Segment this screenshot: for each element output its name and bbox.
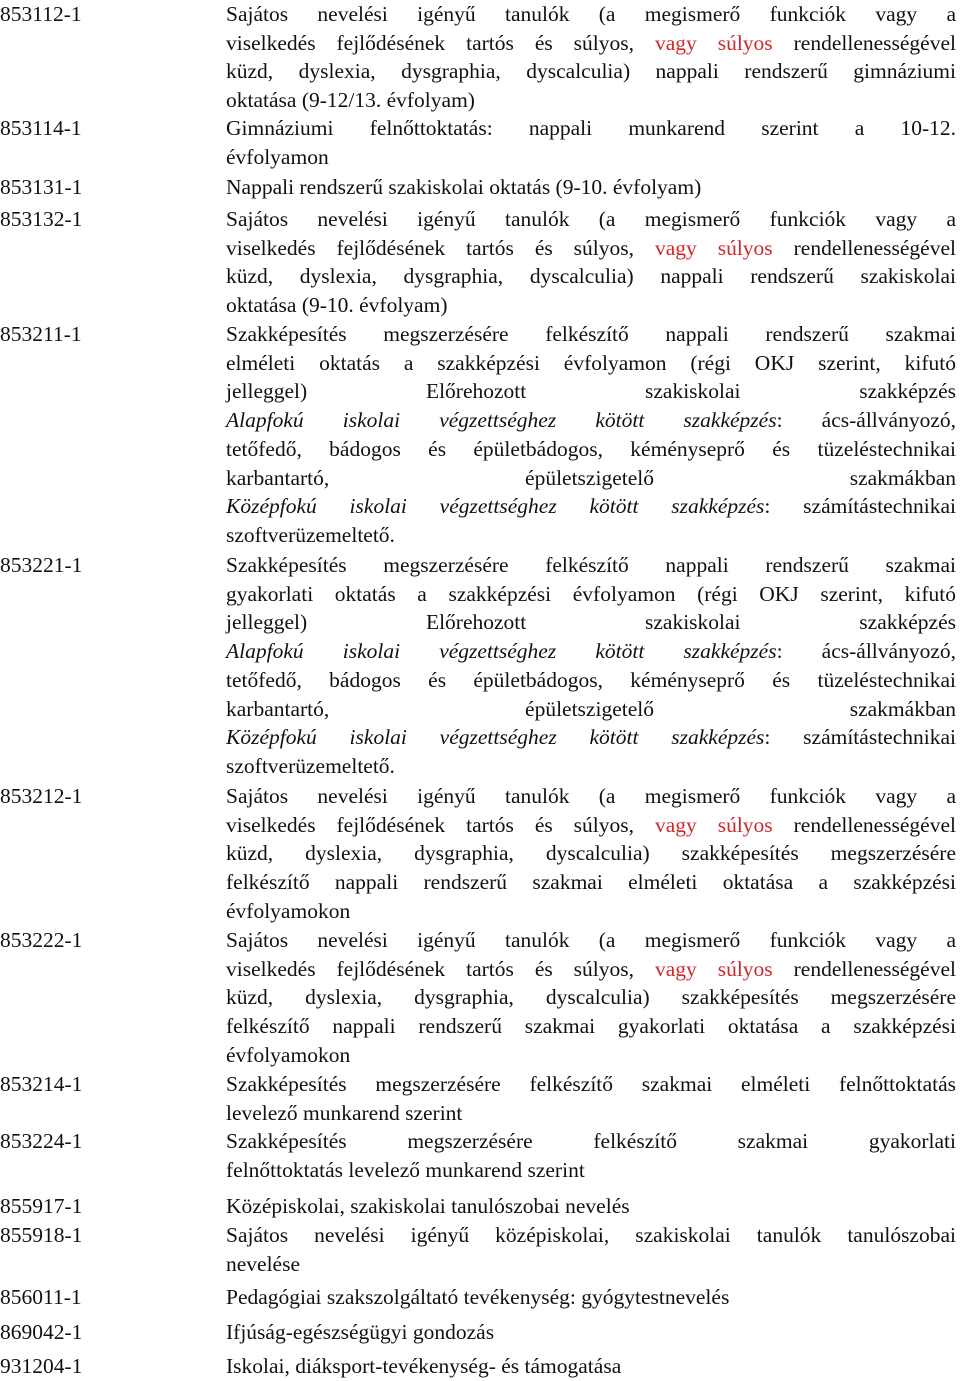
description-line [226,811,956,840]
text-segment: szoftverüzemeltető. [226,522,395,547]
description-line [226,143,956,172]
activity-description [226,205,956,320]
activity-code: 931204-1 [0,1354,83,1378]
text-segment: küzd, dyslexia, dysgraphia, dyscalculia) szakképesítés megszerzésére [226,985,956,1010]
description-line [226,752,956,781]
activity-code: 853212-1 [0,784,83,808]
description-line [226,435,956,464]
text-segment: rendellenességével [772,30,956,55]
description-line [226,234,956,263]
italic-phrase: Alapfokú iskolai végzettséghez kötött szakképzés [226,639,777,664]
activity-code: 853131-1 [0,175,83,199]
description-line [226,1070,956,1099]
highlighted-phrase: vagy súlyos [654,235,773,260]
text-segment: viselkedés fejlődésének tartós és súlyos, [226,812,655,837]
description-line [226,695,956,724]
activity-description [226,782,956,926]
activity-description [226,1221,956,1278]
description-line [226,666,956,695]
activity-description [226,1192,956,1221]
activity-description [226,1127,956,1184]
text-segment: tetőfedő, bádogos és épületbádogos, kéményseprő és tüzeléstechnikai [226,667,956,692]
text-segment: felnőttoktatás levelező munkarend szerint [226,1157,585,1182]
activity-description [226,114,956,171]
description-line [226,1283,956,1312]
text-segment: felkészítő nappali rendszerű szakmai gyakorlati oktatása a szakképzési [226,1014,956,1039]
text-segment: levelező munkarend szerint [226,1100,463,1125]
activity-code: 853221-1 [0,553,83,577]
description-line [226,1041,956,1070]
text-segment: szoftverüzemeltető. [226,753,395,778]
text-segment: oktatása (9-10. évfolyam) [226,293,448,318]
activity-description [226,1352,956,1381]
description-line [226,723,956,752]
text-segment: évfolyamokon [226,898,351,923]
description-line [226,1012,956,1041]
text-segment: : számítástechnikai [764,725,956,750]
text-segment: : ács-állványozó, [776,408,956,433]
text-segment: elméleti oktatás a szakképzési évfolyamon (régi OKJ szerint, kifutó [226,350,956,375]
italic-phrase: Alapfokú iskolai végzettséghez kötött szakképzés [226,408,777,433]
text-segment: Sajátos nevelési igényű tanulók (a megismerő funkciók vagy a [226,2,956,26]
description-line [226,406,956,435]
description-line [226,1318,956,1347]
text-segment: küzd, dyslexia, dysgraphia, dyscalculia) nappali rendszerű szakiskolai [226,264,956,289]
description-line [226,580,956,609]
description-line [226,114,956,143]
description-line [226,1099,956,1128]
description-line [226,492,956,521]
text-segment: Szakképesítés megszerzésére felkészítő nappali rendszerű szakmai [226,553,956,577]
text-segment: Gimnáziumi felnőttoktatás: nappali munkarend szerint a 10-12. [226,116,956,140]
description-line [226,1156,956,1185]
description-line [226,637,956,666]
text-segment: karbantartó, épületszigetelő szakmákban [226,696,956,721]
highlighted-phrase: vagy súlyos [654,30,773,55]
activity-description [226,0,956,115]
text-segment: Szakképesítés megszerzésére felkészítő nappali rendszerű szakmai [226,322,956,346]
text-segment: Pedagógiai szakszolgáltató tevékenység: gyógytestnevelés [226,1285,730,1309]
description-line [226,782,956,811]
text-segment: Szakképesítés megszerzésére felkészítő szakmai gyakorlati [226,1129,956,1153]
text-segment: rendellenességével [772,235,956,260]
text-segment: jelleggel) Előrehozott szakiskolai szakképzés [226,379,956,404]
text-segment: küzd, dyslexia, dysgraphia, dyscalculia) nappali rendszerű gimnáziumi [226,59,956,84]
description-line [226,897,956,926]
highlighted-phrase: vagy súlyos [654,812,773,837]
description-line [226,349,956,378]
text-segment: Középiskolai, szakiskolai tanulószobai nevelés [226,1194,630,1218]
highlighted-phrase: vagy súlyos [654,956,773,981]
activity-description [226,1318,956,1347]
text-segment: nevelése [226,1251,301,1276]
italic-phrase: Középfokú iskolai végzettséghez kötött szakképzés [226,725,765,750]
text-segment: küzd, dyslexia, dysgraphia, dyscalculia) szakképesítés megszerzésére [226,841,956,866]
description-line [226,521,956,550]
text-segment: Szakképesítés megszerzésére felkészítő szakmai elméleti felnőttoktatás [226,1072,956,1096]
activity-code: 869042-1 [0,1320,83,1344]
italic-phrase: Középfokú iskolai végzettséghez kötött szakképzés [226,494,765,519]
activity-code: 853114-1 [0,116,82,140]
activity-code: 853211-1 [0,322,82,346]
description-line [226,926,956,955]
description-line [226,1127,956,1156]
description-line [226,983,956,1012]
description-line [226,320,956,349]
description-line [226,464,956,493]
activity-description [226,1283,956,1312]
text-segment: viselkedés fejlődésének tartós és súlyos, [226,956,655,981]
text-segment: oktatása (9-12/13. évfolyam) [226,88,475,113]
text-segment: tetőfedő, bádogos és épületbádogos, kéményseprő és tüzeléstechnikai [226,436,956,461]
description-line [226,377,956,406]
text-segment: gyakorlati oktatás a szakképzési évfolyamon (régi OKJ szerint, kifutó [226,581,956,606]
description-line [226,955,956,984]
description-line [226,29,956,58]
description-line [226,608,956,637]
activity-code: 853132-1 [0,207,83,231]
activity-code: 853224-1 [0,1129,83,1153]
text-segment: Ifjúság-egészségügyi gondozás [226,1320,495,1344]
description-line [226,291,956,320]
activity-description [226,1070,956,1127]
description-line [226,57,956,86]
text-segment: karbantartó, épületszigetelő szakmákban [226,465,956,490]
description-line [226,1192,956,1221]
description-line [226,205,956,234]
activity-description [226,926,956,1070]
description-line [226,1250,956,1279]
text-segment: : ács-állványozó, [776,639,956,664]
activity-code: 853214-1 [0,1072,83,1096]
activity-code: 855917-1 [0,1194,83,1218]
text-segment: Sajátos nevelési igényű tanulók (a megismerő funkciók vagy a [226,207,956,231]
activity-description [226,173,956,202]
text-segment: évfolyamokon [226,1042,351,1067]
text-segment: viselkedés fejlődésének tartós és súlyos, [226,30,655,55]
text-segment: Iskolai, diáksport-tevékenység- és támogatása [226,1354,622,1378]
text-segment: Sajátos nevelési igényű középiskolai, szakiskolai tanulók tanulószobai [226,1223,956,1247]
description-line [226,1352,956,1381]
text-segment: : számítástechnikai [764,494,956,519]
activity-code: 853112-1 [0,2,82,26]
description-line [226,262,956,291]
text-segment: felkészítő nappali rendszerű szakmai elméleti oktatása a szakképzési [226,870,956,895]
text-segment: Sajátos nevelési igényű tanulók (a megismerő funkciók vagy a [226,784,956,808]
text-segment: viselkedés fejlődésének tartós és súlyos, [226,235,655,260]
description-line [226,173,956,202]
text-segment: Nappali rendszerű szakiskolai oktatás (9-10. évfolyam) [226,175,702,199]
description-line [226,1221,956,1250]
text-segment: Sajátos nevelési igényű tanulók (a megismerő funkciók vagy a [226,928,956,952]
description-line [226,868,956,897]
activity-description [226,320,956,550]
activity-code: 856011-1 [0,1285,82,1309]
activity-code: 853222-1 [0,928,83,952]
text-segment: évfolyamon [226,144,329,169]
activity-code: 855918-1 [0,1223,83,1247]
text-segment: jelleggel) Előrehozott szakiskolai szakképzés [226,610,956,635]
description-line [226,0,956,29]
text-segment: rendellenességével [772,956,956,981]
activity-description [226,551,956,781]
description-line [226,839,956,868]
description-line [226,551,956,580]
description-line [226,86,956,115]
text-segment: rendellenességével [772,812,956,837]
